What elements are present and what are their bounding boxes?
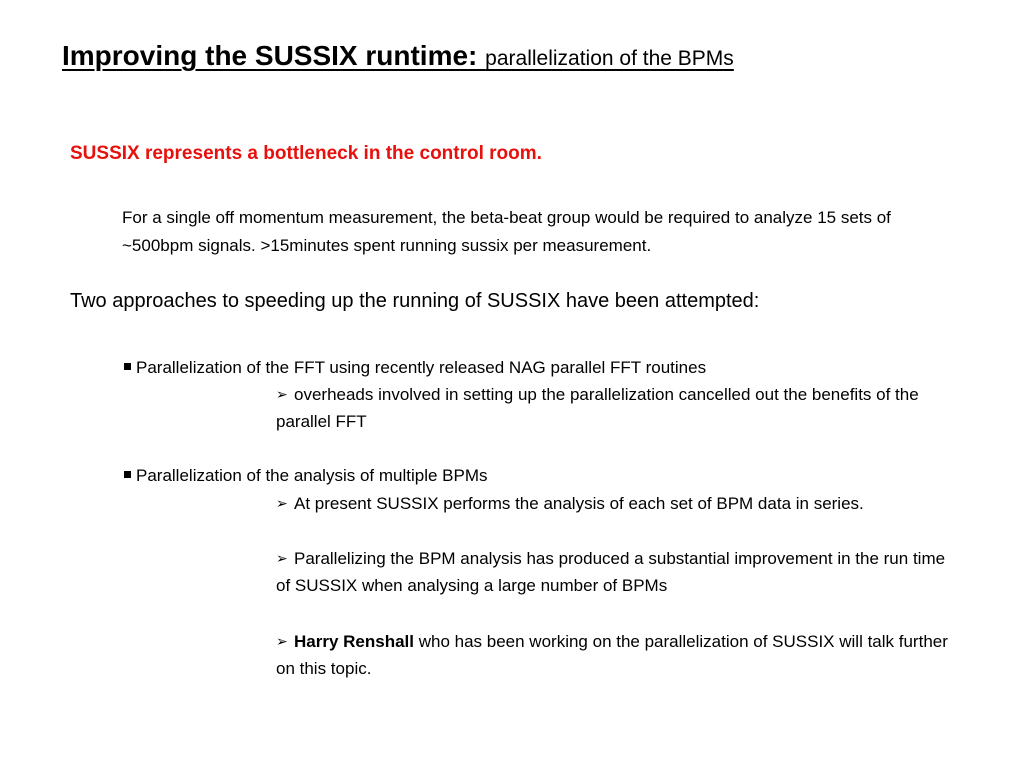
approach-label: Parallelization of the FFT using recently released NAG parallel FFT routines	[136, 358, 707, 377]
speaker-name: Harry Renshall	[294, 632, 414, 651]
approach-item-bpms	[124, 462, 488, 490]
square-bullet-icon	[124, 363, 131, 370]
sub-item-text: who has been working on the parallelization of SUSSIX will talk further on this topic.	[276, 632, 948, 678]
sub-item-text: At present SUSSIX performs the analysis of each set of BPM data in series.	[294, 494, 864, 513]
arrow-bullet-icon: ➢	[276, 633, 288, 649]
approach-sub-item	[276, 490, 956, 517]
approach-label: Parallelization of the analysis of multiple BPMs	[136, 466, 488, 485]
square-bullet-icon	[124, 471, 131, 478]
sub-item-text: Parallelizing the BPM analysis has produced a substantial improvement in the run time of SUSSIX when analysing a large number of BPMs	[276, 549, 946, 595]
sub-item-text: overheads involved in setting up the parallelization cancelled out the benefits of the parallel FFT	[276, 385, 919, 431]
intro-paragraph: For a single off momentum measurement, the beta-beat group would be required to analyze 15 sets of ~500bpm signals. >15minutes spent running sussix per measurement.	[122, 208, 891, 255]
approach-item-fft	[124, 354, 706, 382]
bottleneck-heading: SUSSIX represents a bottleneck in the control room.	[70, 143, 542, 164]
approaches-heading: Two approaches to speeding up the running of SUSSIX have been attempted:	[70, 290, 760, 312]
approach-sub-item	[276, 628, 956, 682]
slide-title-subtitle: parallelization of the BPMs	[485, 47, 734, 70]
arrow-bullet-icon: ➢	[276, 386, 288, 402]
slide-title-main: Improving the SUSSIX runtime:	[62, 40, 486, 71]
approach-sub-item	[276, 545, 956, 599]
approach-sub-item	[276, 381, 956, 435]
slide-title	[62, 40, 734, 72]
arrow-bullet-icon: ➢	[276, 495, 288, 511]
arrow-bullet-icon: ➢	[276, 550, 288, 566]
